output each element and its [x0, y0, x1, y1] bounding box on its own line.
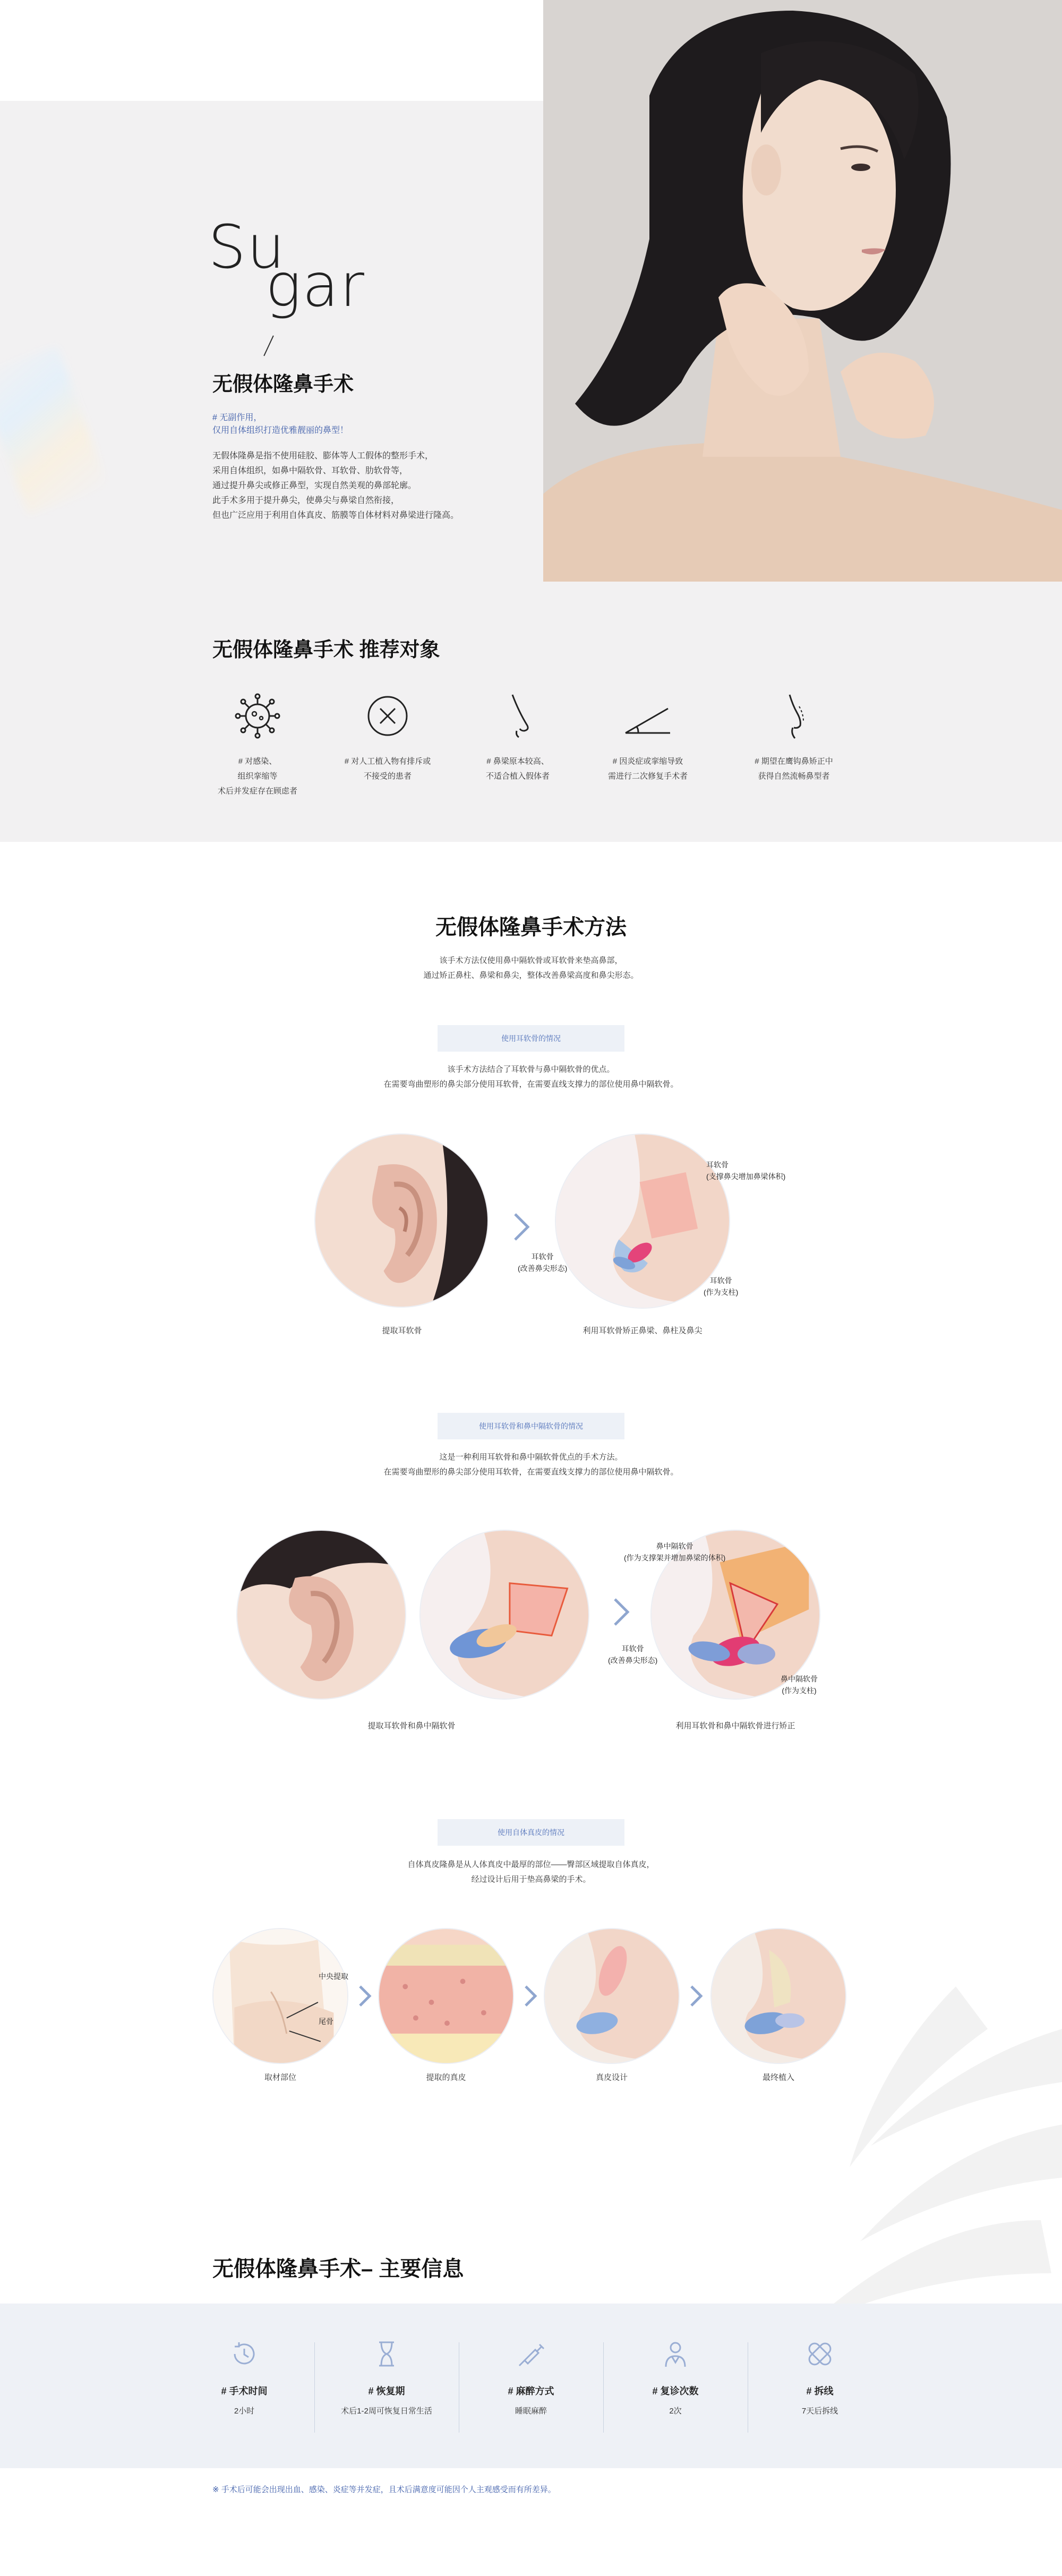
recommend-line: # 期望在鹰钩鼻矫正中: [755, 757, 833, 766]
footnote: ※ 手术后可能会出现出血、感染、炎症等并发症，且术后满意度可能因个人主观感受而有所差异。: [212, 2485, 556, 2494]
info-item: [172, 2337, 316, 2438]
case1-pill: 使用耳软骨的情况: [438, 1025, 624, 1052]
recommend-item: [449, 690, 587, 784]
case1-annotation-left: [518, 1251, 567, 1274]
recommend-line: 不适合植入假体者: [485, 772, 550, 781]
anno-line: (支撑鼻尖增加鼻梁体积): [706, 1172, 786, 1181]
info-item: [748, 2337, 892, 2438]
case1-line: 该手术方法结合了耳软骨与鼻中隔软骨的优点。: [447, 1065, 615, 1074]
anno-line: 耳软骨: [709, 1276, 732, 1285]
harvest-site-illustration: [212, 1928, 348, 2064]
info-label: # 拆线: [806, 2386, 834, 2396]
case3-caption-1: 取材部位: [264, 2073, 296, 2082]
case2-annotation-bottom: [781, 1673, 818, 1696]
anno-line: 鼻中隔软骨: [656, 1542, 693, 1550]
angle-icon: [622, 690, 673, 741]
recommend-line: 需进行二次修复手术者: [607, 772, 688, 781]
case2-annotation-left: [608, 1643, 657, 1666]
case1-annotation-bottom: [704, 1275, 738, 1298]
tag-line: 仅用自体组织打造优雅靓丽的鼻型！: [212, 426, 349, 435]
anno-line: (作为支柱): [704, 1288, 739, 1296]
hourglass-icon: [370, 2337, 404, 2371]
info-value: 2小时: [234, 2407, 255, 2416]
case3-line: 自体真皮隆鼻是从人体真皮中最厚的部位——臀部区域提取自体真皮，: [407, 1860, 655, 1869]
case2-caption-1: 提取耳软骨和鼻中隔软骨: [367, 1721, 456, 1730]
case1-annotation-top: [706, 1159, 785, 1182]
case3-annotation-upper: 中央提取: [319, 1972, 348, 1981]
anno-line: (作为支柱): [782, 1686, 817, 1695]
extracted-dermis-illustration: [378, 1928, 514, 2064]
recommend-line: 组织挛缩等: [237, 772, 278, 781]
case1-line: 在需要弯曲塑形的鼻尖部分使用耳软骨，在需要直线支撑力的部位使用鼻中隔软骨。: [383, 1080, 679, 1089]
recommend-line: 术后并发症存在顾虑者: [217, 787, 297, 796]
light-flare: [0, 346, 108, 515]
desc-line: 无假体隆鼻是指不使用硅胶、膨体等人工假体的整形手术，: [212, 451, 434, 460]
recommend-item: [189, 690, 327, 799]
desc-line: 但也广泛应用于利用自体真皮、筋膜等自体材料对鼻梁进行隆高。: [212, 511, 459, 520]
info-value: 术后1-2周可恢复日常生活: [341, 2407, 432, 2416]
anno-line: (改善鼻尖形态): [518, 1264, 568, 1273]
recommend-line: 获得自然流畅鼻型者: [758, 772, 830, 781]
info-item: [314, 2337, 459, 2438]
recommend-item: [725, 690, 863, 784]
intro-line: 通过矫正鼻柱、鼻梁和鼻尖，整体改善鼻梁高度和鼻尖形态。: [423, 971, 639, 980]
case2-caption-2: 利用耳软骨和鼻中隔软骨进行矫正: [675, 1721, 795, 1730]
recommend-text: [319, 754, 457, 784]
nose-profile-icon: [492, 690, 543, 741]
info-value: 7天后拆线: [801, 2407, 838, 2416]
case2-description: [0, 1450, 1062, 1480]
case3-caption-2: 提取的真皮: [426, 2073, 466, 2082]
case3-description: [0, 1857, 1062, 1887]
info-value: 2次: [669, 2407, 682, 2416]
case3-annotation-lower: 尾骨: [319, 2017, 333, 2026]
anno-line: 鼻中隔软骨: [781, 1675, 818, 1683]
desc-line: 采用自体组织，如鼻中隔软骨、耳软骨、肋软骨等，: [212, 466, 408, 475]
case3-line: 经过设计后用于垫高鼻梁的手术。: [471, 1875, 591, 1884]
recommend-item: [319, 690, 457, 784]
info-item: [603, 2337, 748, 2438]
virus-icon: [232, 690, 283, 741]
recommend-title: 无假体隆鼻手术 推荐对象: [212, 639, 440, 661]
case2-annotation-top: [624, 1540, 725, 1564]
sugar-logo: [208, 213, 365, 324]
tag-line: # 无副作用，: [212, 413, 262, 422]
nose-tip-icon: [768, 690, 819, 741]
syringe-icon: [514, 2337, 548, 2371]
case1-caption-2: 利用耳软骨矫正鼻梁、鼻柱及鼻尖: [583, 1326, 703, 1335]
case2-line: 在需要弯曲塑形的鼻尖部分使用耳软骨，在需要直线支撑力的部位使用鼻中隔软骨。: [383, 1468, 679, 1477]
info-label: # 手术时间: [221, 2386, 268, 2396]
anno-line: (作为支撑架并增加鼻梁的体积): [624, 1554, 726, 1562]
logo-text-bottom: gar: [266, 251, 365, 320]
ear-illustration: [314, 1133, 489, 1308]
nose-septum-illustration: [419, 1530, 589, 1700]
recommend-item: [579, 690, 717, 784]
arrow-right-icon: [611, 1596, 632, 1628]
anno-line: 耳软骨: [621, 1644, 644, 1653]
recommend-text: [189, 754, 327, 799]
case2-pill: 使用耳软骨和鼻中隔软骨的情况: [438, 1413, 624, 1439]
anno-line: 耳软骨: [706, 1161, 729, 1169]
case3-caption-3: 真皮设计: [595, 2073, 628, 2082]
info-label: # 恢复期: [368, 2386, 405, 2396]
clock-icon: [227, 2337, 261, 2371]
case3-pill: 使用自体真皮的情况: [438, 1819, 624, 1846]
hero-top-blank: [0, 0, 543, 101]
arrow-right-icon: [520, 1980, 542, 2012]
method-intro: [0, 953, 1062, 983]
recommend-text: [725, 754, 863, 784]
recommend-line: # 鼻梁原本较高、: [486, 757, 549, 766]
recommend-text: [449, 754, 587, 784]
info-item: [459, 2337, 603, 2438]
arrow-right-icon: [511, 1211, 532, 1243]
logo-text-top: Su: [208, 213, 286, 282]
hero-description: [212, 449, 459, 523]
leaf-shadow-decoration: [584, 1923, 1062, 2348]
anno-line: (改善鼻尖形态): [608, 1656, 658, 1665]
bandage-icon: [803, 2337, 837, 2371]
case2-line: 这是一种利用耳软骨和鼻中隔软骨优点的手术方法。: [439, 1453, 623, 1462]
case1-description: [0, 1062, 1062, 1092]
intro-line: 该手术方法仅使用鼻中隔软骨或耳软骨来垫高鼻部，: [439, 956, 623, 965]
hero-tagline: [212, 412, 348, 437]
method-title: 无假体隆鼻手术方法: [435, 916, 627, 939]
hero-model-photo: [543, 0, 1062, 582]
info-label: # 复诊次数: [652, 2386, 699, 2396]
hero-title: 无假体隆鼻手术: [212, 373, 354, 396]
recommend-line: # 对人工植入物有排斥或: [344, 757, 431, 766]
info-value: 睡眠麻醉: [515, 2407, 547, 2416]
anno-line: 耳软骨: [531, 1252, 554, 1261]
recommend-text: [579, 754, 717, 784]
info-title: 无假体隆鼻手术– 主要信息: [212, 2257, 464, 2281]
desc-line: 通过提升鼻尖或修正鼻型，实现自然美观的鼻部轮廓。: [212, 481, 417, 490]
x-circle-icon: [362, 690, 413, 741]
doctor-icon: [658, 2337, 692, 2371]
arrow-right-icon: [355, 1980, 376, 2012]
desc-line: 此手术多用于提升鼻尖，使鼻尖与鼻梁自然衔接，: [212, 496, 400, 505]
ear-illustration: [236, 1530, 406, 1700]
recommend-line: 不接受的患者: [363, 772, 412, 781]
case3-caption-4: 最终植入: [762, 2073, 794, 2082]
info-label: # 麻醉方式: [508, 2386, 554, 2396]
recommend-line: # 因炎症或挛缩导致: [612, 757, 683, 766]
case1-caption-1: 提取耳软骨: [382, 1326, 422, 1335]
recommend-line: # 对感染、: [238, 757, 277, 766]
